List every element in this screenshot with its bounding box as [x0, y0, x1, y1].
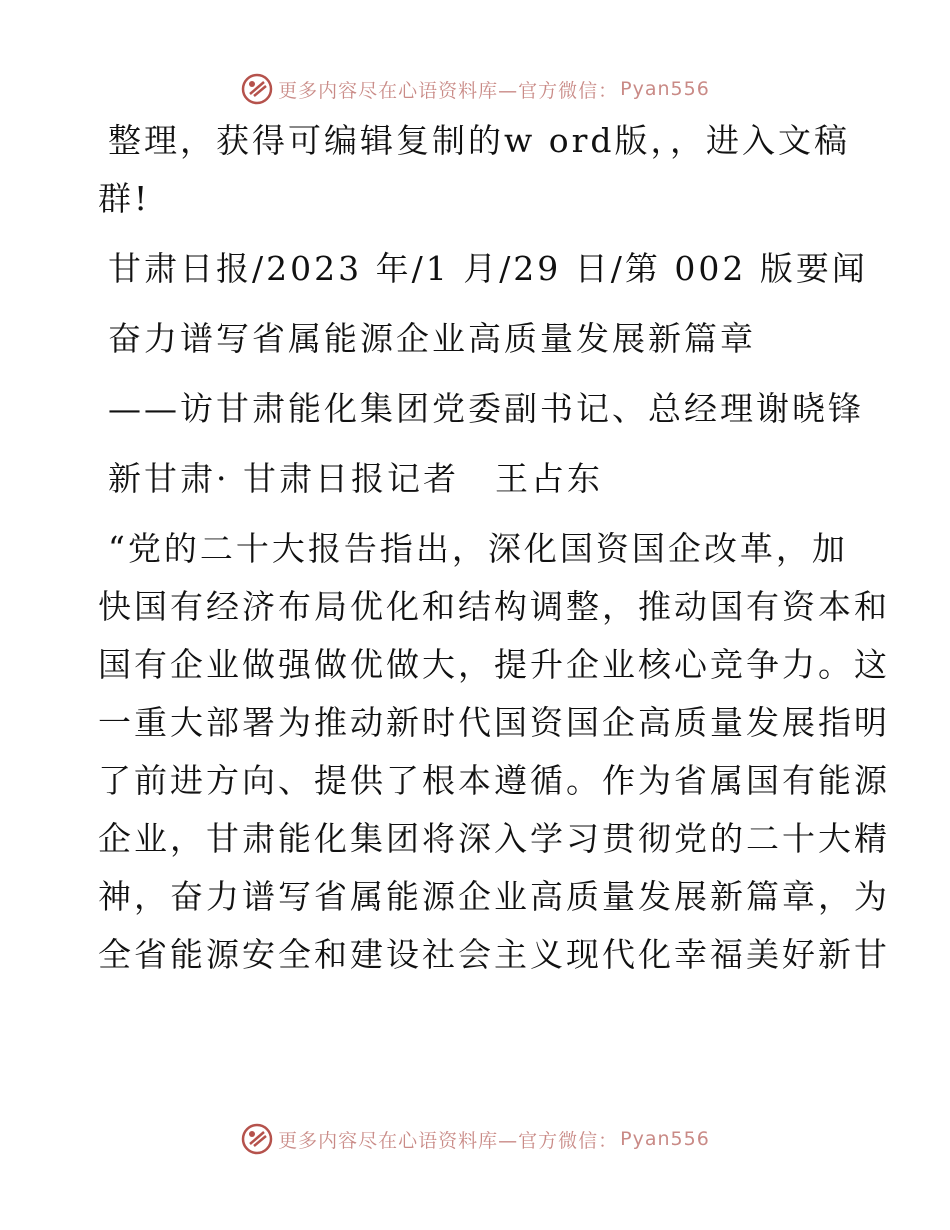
seal-logo-icon	[240, 1122, 274, 1156]
article-subtitle: ——访甘肃能化集团党委副书记、总经理谢晓锋	[108, 389, 864, 428]
watermark-text: 更多内容尽在心语资料库—官方微信：	[278, 79, 619, 102]
watermark-id: Pyan556	[620, 78, 710, 100]
body-line: 一重大部署为推动新时代国资国企高质量发展指明	[98, 703, 890, 742]
watermark-header	[0, 72, 950, 106]
seal-logo-icon	[240, 72, 274, 106]
byline: 新甘肃· 甘肃日报记者 王占东	[108, 459, 603, 498]
body-paragraph	[98, 520, 890, 984]
watermark-footer	[0, 1122, 950, 1156]
watermark-text: 更多内容尽在心语资料库—官方微信：	[278, 1129, 619, 1152]
intro-line-1: 整理，获得可编辑复制的w ord版，，进入文稿	[108, 121, 851, 160]
body-line: 快国有经济布局优化和结构调整，推动国有资本和	[98, 587, 890, 626]
body-line: 国有企业做强做优做大，提升企业核心竞争力。这	[98, 645, 890, 684]
source-line: 甘肃日报/2023 年/1 月/29 日/第 002 版要闻	[108, 249, 868, 288]
watermark-id: Pyan556	[620, 1128, 710, 1150]
article-title: 奋力谱写省属能源企业高质量发展新篇章	[108, 319, 756, 358]
body-line: 企业，甘肃能化集团将深入学习贯彻党的二十大精	[98, 819, 890, 858]
intro-line-2: 群!	[98, 179, 151, 218]
body-line: 了前进方向、提供了根本遵循。作为省属国有能源	[98, 761, 890, 800]
body-line: 神，奋力谱写省属能源企业高质量发展新篇章，为	[98, 877, 890, 916]
document-body	[98, 112, 890, 984]
body-line: “党的二十大报告指出，深化国资国企改革，加	[108, 529, 848, 568]
body-line: 全省能源安全和建设社会主义现代化幸福美好新甘	[98, 935, 890, 974]
